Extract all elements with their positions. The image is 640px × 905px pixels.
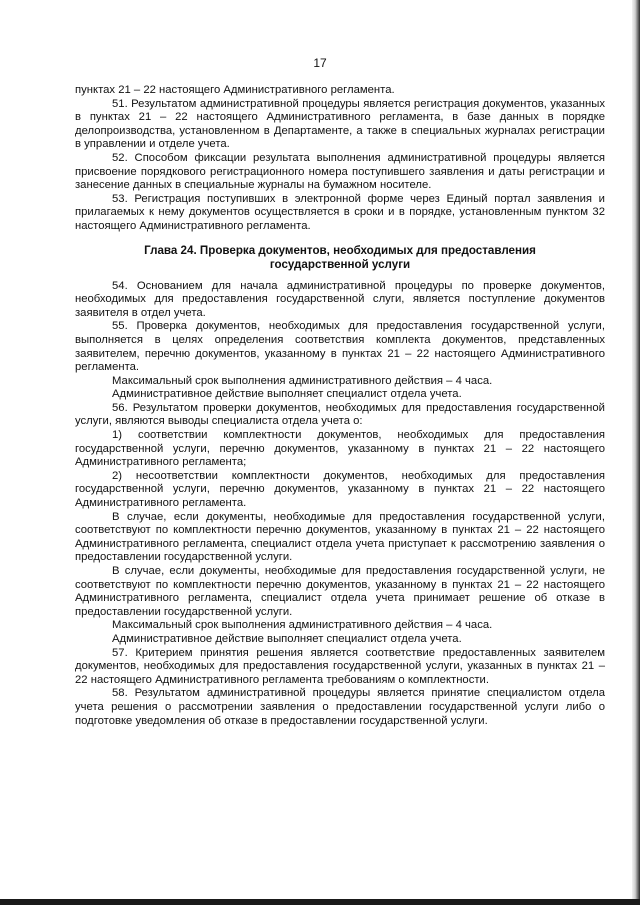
document-body (75, 84, 605, 728)
paragraph-51: 51. Результатом административной процедуры является регистрация документов, указанных в пунктах 21 – 22 настоящего Административного регламента, в базе данных в порядке делопроизводства, установленном в Департаменте, а также в специальных журналах регистрации в управлении и отделе учета. (75, 97, 605, 151)
paragraph-executor-1: Административное действие выполняет специалист отдела учета. (112, 388, 462, 401)
paragraph-56-item-2: 2) несоответствии комплектности документов, необходимых для предоставления государственной услуги, перечню документов, указанному в пунктах 21 – 22 настоящего Административного регламента. (75, 469, 605, 510)
paragraph-max-time-1: Максимальный срок выполнения административного действия – 4 часа. (112, 374, 493, 387)
paragraph-56-item-1: 1) соответствии комплектности документов, необходимых для предоставления государственной услуги, перечню документов, указанному в пунктах 21 – 22 настоящего Административного регламента; (75, 429, 605, 469)
paragraph-max-time-2: Максимальный срок выполнения административного действия – 4 часа. (112, 619, 493, 632)
paragraph-55: 55. Проверка документов, необходимых для предоставления государственной услуги, выполняется в целях определения соответствия комплекта документов, представленных заявителем, перечню документов, указанному в пунктах 21 – 22 настоящего Административного регламента. (75, 320, 605, 374)
paragraph-58: 58. Результатом административной процедуры является принятие специалистом отдела учета решения о рассмотрении заявления о предоставлении государственной услуги либо о подготовке уведомления об отказе в предоставлении государственной услуги. (75, 687, 605, 727)
chapter-title-line1: Глава 24. Проверка документов, необходимых для предоставления (144, 243, 536, 257)
paragraph-case-compliant: В случае, если документы, необходимые для предоставления государственной услуги, соответствуют по комплектности перечню документов, указанному в пунктах 21 – 22 настоящего Административного регламента, специалист отдела учета приступает к рассмотрению заявления о предоставлении государственной услуги. (75, 510, 605, 564)
paragraph-52: 52. Способом фиксации результата выполнения административной процедуры является присвоение порядкового регистрационного номера поступившего заявления и даты регистрации и занесение данных в специальные журналы на бумажном носителе. (75, 151, 605, 192)
paragraph-case-noncompliant: В случае, если документы, необходимые для предоставления государственной услуги, не соответствуют по комплектности перечню документов, указанному в пунктах 21 – 22 настоящего Административного регламента, специалист отдела учета принимает решение об отказе в предоставлении государственной услуги. (75, 565, 605, 618)
page-number: 17 (313, 56, 327, 70)
paragraph-57: 57. Критерием принятия решения является соответствие предоставленных заявителем документов, необходимых для предоставления государственной услуги, указанных в пунктах 21 – 22 настоящего Административного регламента требованиям о комплектности. (75, 646, 605, 686)
paragraph-executor-2: Административное действие выполняет специалист отдела учета. (112, 632, 462, 645)
scan-edge-right (632, 0, 640, 905)
paragraph-56: 56. Результатом проверки документов, необходимых для предоставления государственной услуги, являются выводы специалиста отдела учета о: (75, 401, 605, 428)
chapter-title (75, 244, 605, 272)
paragraph-continuation: пунктах 21 – 22 настоящего Административного регламента. (75, 84, 395, 96)
chapter-title-line2: государственной услуги (269, 257, 411, 271)
paragraph-53: 53. Регистрация поступивших в электронной форме через Единый портал заявления и прилагаемых к нему документов осуществляется в сроки и в порядке, установленным пунктом 32 настоящего Административного регламента. (75, 192, 605, 232)
paragraph-54: 54. Основанием для начала административной процедуры по проверке документов, необходимых для предоставления государственной слуги, является поступление документов заявителя в отдел учета. (75, 279, 605, 319)
scan-edge-bottom (0, 899, 640, 905)
